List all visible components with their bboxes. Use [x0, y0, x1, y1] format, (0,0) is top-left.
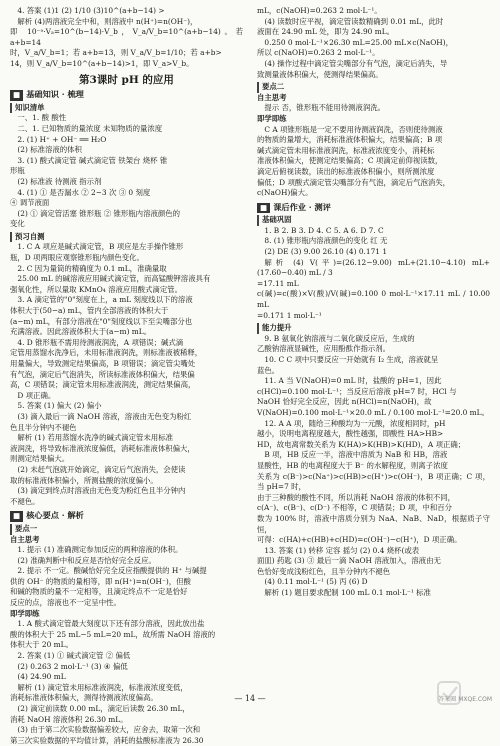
section-tag: ■ — [10, 511, 23, 522]
text-line: 不褪色。 — [10, 496, 40, 506]
point-one-label: 要点一 — [10, 524, 243, 535]
text-line: 碱式滴定管未用标准液润洗，标准液浓度变小，消耗标 — [257, 145, 435, 155]
text-line: (2) 未赶气泡就开始滴定，滴定后气泡消失，会使读 — [17, 464, 186, 474]
homework-title: 课后作业 · 测评 — [273, 201, 331, 212]
text-line: 3. (1) 酸式滴定管 碱式滴定管 铁架台 烧杯 锥 — [17, 155, 168, 165]
text-line: (4) 操作过程中滴定管尖嘴部分有气泡，滴定后消失，导 — [264, 58, 448, 68]
text-line: 液面在 24.90 mL 处，即为 24.90 mL。 — [257, 27, 395, 37]
basic-consolidation-label: 基础巩固 — [257, 215, 490, 226]
text-line: (3) 滴入最后一滴 NaOH 溶液，溶液由无色变为粉红 — [17, 411, 192, 421]
text-line: 4. (1) ① 是否漏水 ② 2~3 次 ③ 0 刻度 — [17, 187, 151, 197]
text-line: 9. B 氨氧化钠溶液与二氧化碳反应后，生成的 — [264, 333, 415, 343]
page-number: — 14 — — [234, 694, 266, 703]
answer-4-block — [10, 6, 243, 70]
text-line: (2) 标准溶液的体积 — [17, 145, 82, 155]
text-line: 则测定结果偏大。 — [10, 454, 70, 464]
text-line: 可得：c(HA)+c(HB)+c(HD)=c(OH⁻)−c(H⁺)，D 项正确。 — [257, 535, 462, 545]
text-line: 13. 答案 (1) 转移 定容 摇匀 (2) 0.4 烧杯(或表 — [264, 545, 420, 555]
text-line: 取的标准液体积偏小，所测盐酸的浓度偏小。 — [10, 475, 158, 485]
text-line: 12. A A 项，随给三种酸均为一元酸，浓度相同时，pH — [264, 418, 446, 428]
text-line: (2) 0.263 2 mol·L⁻¹ (3) ④ 偏低 — [17, 661, 128, 671]
homework-header — [257, 202, 490, 214]
text-line: (3) 滴定到终点时溶液由无色变为粉红色且半分钟内 — [17, 486, 186, 496]
text-line: B 项，HB 反应一半，溶液中溶质为 NaB 和 HB，溶液 — [264, 450, 448, 460]
text-line: 偏低；D 项酸式滴定管尖嘴部分有气泡，滴定后气泡消失， — [257, 177, 451, 187]
think-one-block — [10, 545, 243, 609]
answer-5-block — [10, 401, 243, 507]
text-line: 4. D 锥形瓶不需用待测液润洗，A 项错误；碱式滴 — [17, 337, 184, 347]
text-line: NaOH 恰好完全反应，因此 n(HCl)=n(NaOH)，故 — [257, 397, 432, 407]
text-line: 第三次实验数据的平均值计算，消耗的盐酸标准液为 26.30 — [10, 735, 204, 745]
text-line: (2) 滴定前读数 0.00 mL，滴定后读数 26.30 mL， — [17, 704, 190, 713]
text-line: (3) 由于第二次实验数据偏差较大，应舍去，取第一次和 — [17, 725, 201, 735]
watermark-text — [438, 694, 492, 703]
text-line: c(A⁻)、c(B⁻)、c(D⁻) 不相等，C 项错误；D 项，中和百分 — [257, 503, 452, 513]
text-line: (2) 标准液 待测液 指示剂 — [17, 176, 102, 186]
point-two-label: 要点二 — [257, 82, 490, 93]
text-line: 酸的体积大于 25 mL−5 mL=20 mL，故所需 NaOH 溶液的 — [10, 629, 216, 639]
text-line: 提示 否，锥形瓶不能用待测液润洗。 — [264, 103, 385, 113]
text-line: c(NaOH)偏大。 — [257, 188, 313, 198]
text-line: D 项正确。 — [17, 390, 56, 400]
text-line: 的物质的量增大，消耗标准液体积偏大，结果偏高；B 项 — [257, 135, 443, 145]
text-line: 2. (1) H⁺ + OH⁻ ══ H₂O — [17, 134, 107, 144]
text-line: 8. (1) 锥形瓶内溶液颜色的变化 红 无 — [264, 236, 388, 246]
text-line: =17.11 mL — [257, 278, 299, 288]
text-line: c(碱)=c(酸)×V(酸)/V(碱)=0.100 0 mol·L⁻¹×17.11 mL / 10.00 mL — [257, 289, 490, 310]
text-line: 11. A 当 V(NaOH)=0 mL 时，盐酸的 pH=1，因此 — [264, 376, 442, 386]
text-line: ④ 调节液面 — [10, 198, 50, 208]
text-line: 强氧化性，所以量取 KMnO₄ 溶液应用酸式滴定管。 — [10, 284, 182, 294]
text-line: 充满溶液。因此溶液体积大于(a−m) mL。 — [10, 327, 152, 337]
text-line: 高，C 项错误；滴定管未用标准液润洗，测定结果偏高， — [10, 380, 196, 390]
text-line: 色恰好变成浅粉红色，且半分钟内不褪色 — [257, 566, 391, 576]
basic-knowledge-title: 基础知识 · 梳理 — [26, 89, 84, 100]
self-think-label: 自主思考 — [10, 534, 40, 544]
text-line: (2) 准确判断中和反应是否恰好完全反应。 — [17, 555, 156, 565]
text-line: 解析 (4)两溶液完全中和，则溶液中 n(H⁺)=n(OH⁻)， — [17, 16, 198, 26]
watermark-url: MXQE.COM — [458, 696, 492, 703]
text-line: 消耗 NaOH 溶液体积 26.30 mL。 — [10, 714, 128, 724]
text-line: 解析 (1) 滴定管未用标准液润洗，标准液浓度变低， — [17, 682, 188, 692]
homework-one-block — [257, 226, 490, 321]
text-line: 消耗标准液体积偏大，测得待测液浓度偏高。 — [10, 693, 158, 703]
practice-one-block — [10, 619, 243, 746]
text-line: 和碱的物质的量不一定相等，且滴定终点不一定是恰好 — [10, 587, 188, 597]
self-think-label-2: 自主思考 — [257, 92, 287, 102]
text-line: (4) 0.11 mol·L⁻¹ (5) 丙 (6) D — [264, 577, 368, 587]
text-line: 蓝色。 — [257, 365, 280, 375]
text-line: 变化 — [10, 219, 25, 229]
text-line: 由于三种酸的酸性不同，所以消耗 NaOH 溶液的体积不同， — [257, 492, 456, 502]
text-line: HD，故电离常数关系为 K(HA)>K(HB)>K(HD)，A 项正确； — [257, 439, 466, 449]
text-line: 乙酸钠溶液显碱性，应用酚酞作指示剂。 — [257, 344, 391, 354]
text-line: 2. C 因为量筒的精确度为 0.1 mL，准确量取 — [17, 263, 167, 273]
text-line: 一、1. 酸 酸性 — [17, 113, 67, 123]
text-line: 1. C A 项应是碱式滴定管，B 项应是左手操作锥形 — [17, 242, 184, 252]
text-line: 即 10⁻ᵃ·Vₐ=10^(b−14)·V_b，V_a/V_b=10^(a+b−14)。若 a+b=14 — [10, 27, 243, 47]
text-line: C A 项锥形瓶是一定不要用待测液润洗，否则使待测液 — [264, 124, 443, 134]
text-line: 解析 (1) 题目要求配制 100 mL 0.1 mol·L⁻¹ 标准 — [264, 588, 431, 598]
text-line: 1. 提示 (1) 准确测定参加反应的两种溶液的体积。 — [17, 545, 183, 555]
text-line: 滴定后俯视读数，读出的标准液体积偏小，则所测浓度 — [257, 166, 435, 176]
section-tag: ■ — [10, 90, 23, 101]
text-line: 显酸性，HB 的电离程度大于 B⁻ 的水解程度，则离子浓度 — [257, 460, 448, 470]
text-line: (2) DE (3) 9.00 26.10 (4) 0.171 1 — [264, 247, 388, 257]
text-line: 4. 答案 (1)1 (2) 1/10 (3)10^(a+b−14) > — [17, 6, 165, 15]
section-tag: ■ — [257, 203, 270, 214]
text-line: (4) 读数时应平视，滴定管读数精确到 0.01 mL，此时 — [264, 16, 444, 26]
practice-label: 即学即练 — [10, 608, 40, 618]
ability-label: 能力提升 — [257, 323, 490, 334]
text-line: 体积大于 20 mL。 — [10, 640, 73, 650]
practice-label-2: 即学即练 — [257, 113, 287, 123]
text-line: 二、1. 已知物质的量浓度 未知物质的量浓度 — [17, 123, 163, 133]
preview-answers — [10, 242, 243, 401]
text-line: 色且半分钟内不褪色 — [10, 422, 77, 432]
text-line: =0.171 1 mol·L⁻¹ — [257, 310, 322, 320]
right-column — [257, 6, 490, 599]
core-points-header — [10, 510, 243, 522]
continued-block — [257, 6, 490, 80]
text-line: 体积大于(50−a) mL，管内全部溶液的体积大于 — [10, 306, 169, 316]
text-line: 2. 答案 (1) ① 碱式滴定管 ② 偏低 — [17, 651, 131, 661]
text-line: 瓶，D 项两眼应观察锥形瓶内颜色变化。 — [10, 253, 144, 263]
text-line: V(NaOH)=0.100 mol·L⁻¹×20.0 mL / 0.100 mol·L⁻¹=20.0 mL。 — [257, 407, 489, 417]
basic-knowledge-header — [10, 89, 243, 101]
text-line: 1. B 2. B 3. D 4. C 5. A 6. D 7. C — [264, 225, 384, 235]
core-points-title: 核心要点 · 解析 — [26, 510, 84, 521]
lesson-title: 第3课时 pH 的应用 — [79, 73, 174, 86]
text-line: 液润洗，将导致标准液浓度偏低，消耗标准液体积偏大， — [10, 443, 195, 453]
text-line: 3. A 滴定管的"0"刻度在上，a mL 刻度线以下的溶液 — [17, 295, 193, 305]
text-line: 反应的点，溶液也不一定呈中性。 — [10, 598, 121, 608]
text-line: 25.00 mL 的碱溶液应用碱式滴定管，而高锰酸钾溶液具有 — [17, 274, 211, 284]
text-line: 所以 c(NaOH)=0.263 2 mol·L⁻¹。 — [257, 48, 380, 58]
text-line: c(HCl)=0.100 mol·L⁻¹；当反应后溶液 pH=7 时，HCl 与 — [257, 386, 457, 396]
text-line: 解析 (1) 若用蒸馏水洗净的碱式滴定管未用标准 — [17, 433, 173, 443]
text-line: 5. 答案 (1) 偏大 (2) 偏小 — [17, 401, 102, 411]
text-line: 2. 提示 不一定。酸碱恰好完全反应指酸提供的 H⁺ 与碱提 — [17, 566, 207, 576]
knowledge-list-label: 知识清单 — [10, 103, 243, 114]
preview-test-label: 预习自测 — [10, 232, 243, 243]
text-line: 1. A 酸式滴定管最大刻度以下还有部分溶液，因此放出盐 — [17, 619, 205, 629]
text-line: 时，V_a/V_b=1；若 a+b=13，则 V_a/V_b=1/10；若 a+b> — [10, 48, 222, 58]
practice-two-block — [257, 125, 490, 199]
text-line: 10. C C 项中只要反应一开始就有 I₂ 生成，溶液就呈 — [264, 355, 439, 364]
watermark-label: 答案圈 — [438, 696, 457, 703]
text-line: 0.250 0 mol·L⁻¹×26.30 mL=25.00 mL×c(NaOH)， — [264, 37, 453, 47]
text-line: (2) ① 滴定管活塞 锥形瓶 ② 锥形瓶内溶液颜色的 — [17, 208, 181, 218]
text-line: 准液体积偏大，使测定结果偏高；C 项滴定前仰视读数， — [257, 156, 443, 166]
text-line: 定管用蒸馏水洗净后，未用标准液润洗，则标准液被稀释， — [10, 348, 203, 358]
knowledge-list — [10, 113, 243, 230]
think-two-block — [257, 103, 490, 114]
text-line: 面皿) 药匙 (3) ③ 最后一滴 NaOH 溶液加入，溶液由无 — [257, 556, 441, 566]
text-line: 形瓶 — [10, 166, 25, 176]
text-line: 致测量液体积偏大，使测得结果偏高。 — [257, 69, 383, 79]
left-column — [10, 6, 243, 746]
text-line: (4) 24.90 mL — [17, 672, 66, 682]
text-line: 用量偏大，导致测定结果偏高，B 项错误；滴定管尖嘴处 — [10, 359, 196, 368]
text-line: mL，c(NaOH)=0.263 2 mol·L⁻¹。 — [257, 6, 382, 15]
text-line: 14，则 V_a/V_b=10^(a+b−14)>1，即 V_a>V_b。 — [10, 58, 194, 68]
text-line: (a−m) mL，有部分溶液在"0"刻度线以下至尖嘴部分也 — [10, 316, 193, 326]
text-line: 供的 OH⁻ 的物质的量相等，即 n(H⁺)=n(OH⁻)，但酸 — [10, 576, 191, 586]
text-line: 越小，说明电离程度越大，酸性越强，即酸性 HA>HB> — [257, 429, 444, 439]
text-line: 数为 100% 时，溶液中溶质分别为 NaA、NaB、NaD，根据质子守恒， — [257, 513, 490, 534]
text-line: 关系为 c(B⁻)>c(Na⁺)>c(HB)>c(H⁺)>c(OH⁻)，B 项正确；C 项，当 pH=7 时， — [257, 471, 490, 492]
homework-two-block — [257, 334, 490, 599]
text-line: 解析 (4) V(平)=(26.12−9.00) mL+(21.10−4.10) mL+(17.60−0.40) mL / 3 — [257, 257, 490, 278]
text-line: 有气泡，滴定后气泡消失，所读标准液体积偏大，结果偏 — [10, 369, 195, 379]
